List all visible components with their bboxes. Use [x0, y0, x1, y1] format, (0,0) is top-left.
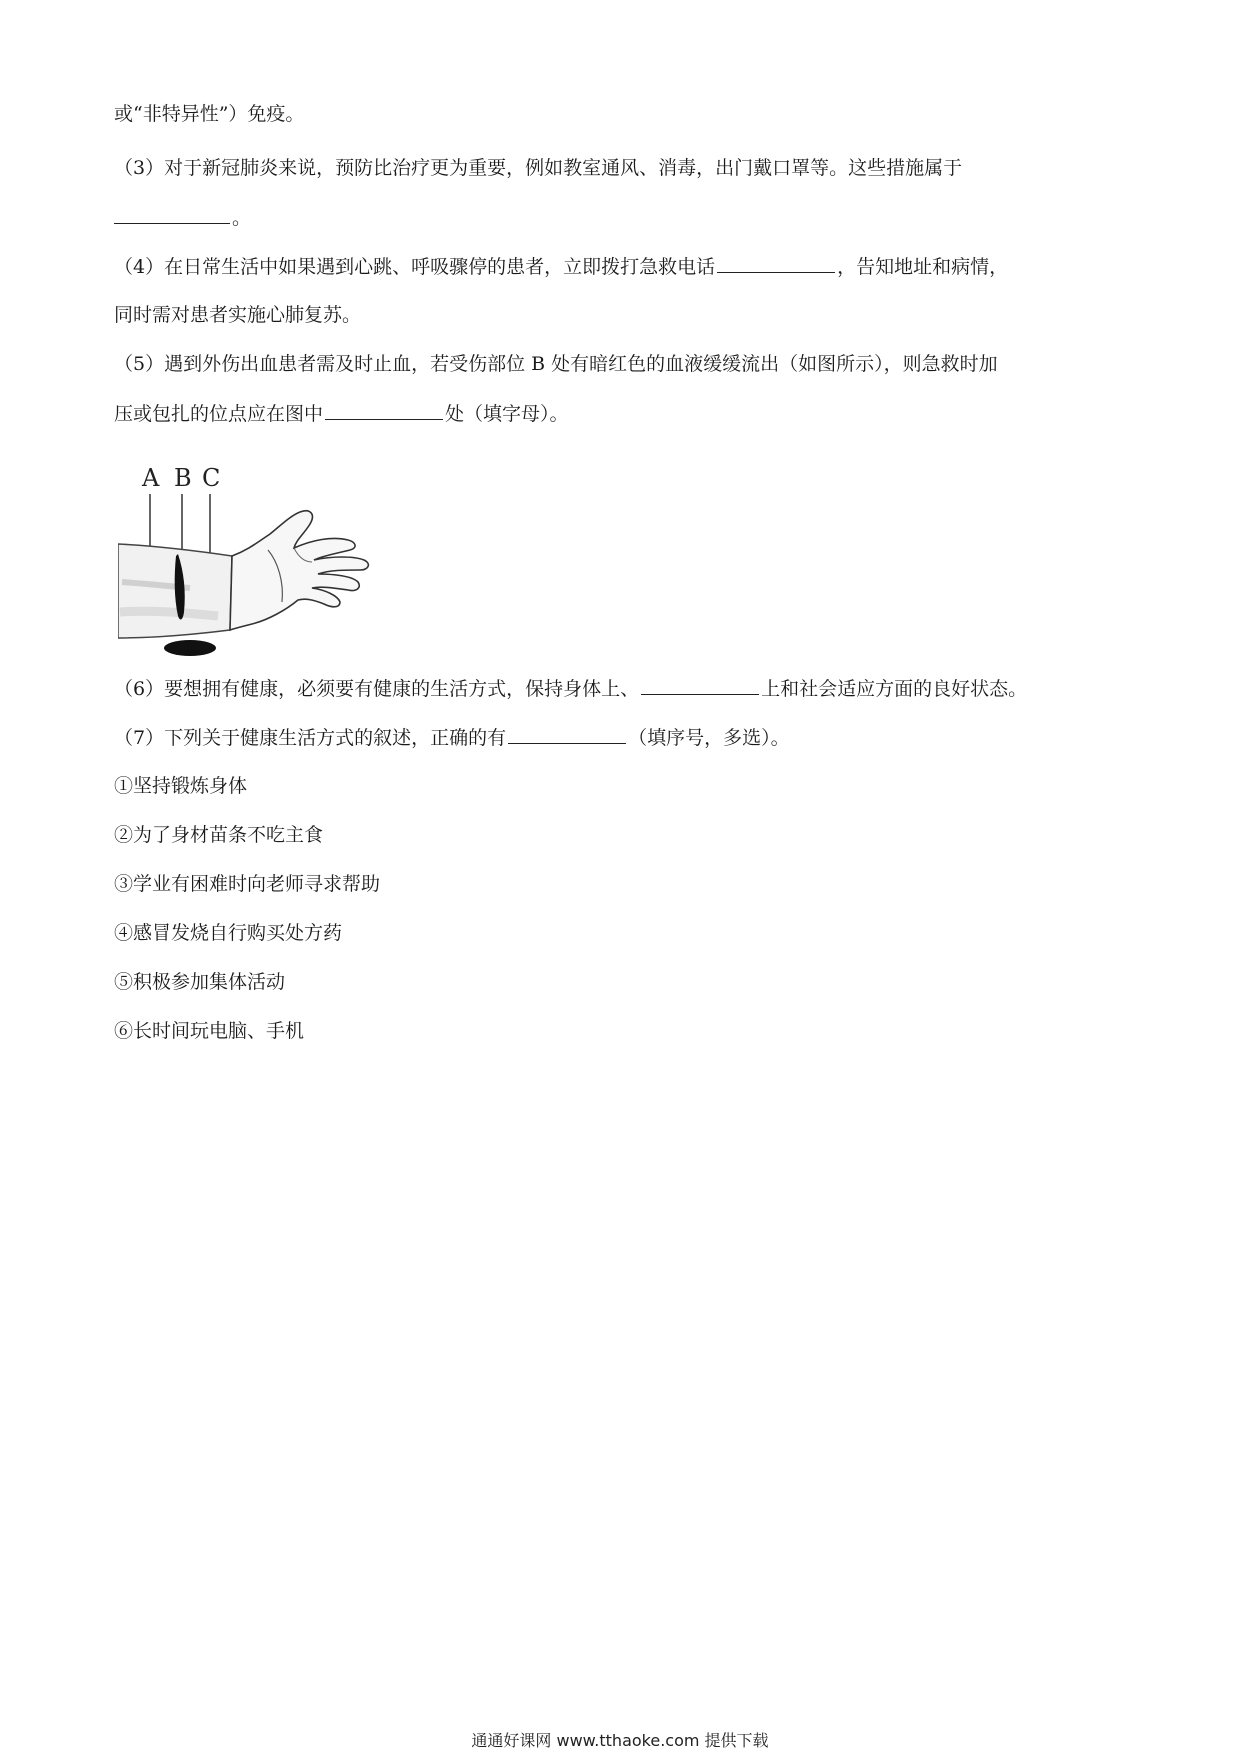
question-4-text-after: ，告知地址和病情， [837, 256, 1009, 278]
option-2-text: ②为了身材苗条不吃主食 [114, 824, 324, 846]
answer-blank-q6[interactable] [641, 674, 759, 695]
question-7-text: （7）下列关于健康生活方式的叙述，正确的有 [114, 727, 507, 749]
question-6-text-after: 上和社会适应方面的良好状态。 [761, 678, 1028, 700]
blood-pool [164, 640, 216, 656]
option-4-text: ④感冒发烧自行购买处方药 [114, 922, 343, 944]
question-7-line [114, 723, 790, 752]
figure-label-c: C [202, 464, 221, 492]
page-footer: 通通好课网 www.tthaoke.com 提供下载 [471, 1731, 769, 1750]
figure-label-b: B [174, 464, 192, 492]
figure-label-a: A [142, 464, 160, 492]
hand-shape [230, 511, 368, 630]
answer-blank-q7[interactable] [508, 723, 626, 744]
option-item [114, 968, 285, 996]
option-item [114, 919, 342, 947]
text-line-1 [114, 100, 304, 128]
option-1-text: ①坚持锻炼身体 [114, 775, 248, 797]
question-4-text: （4）在日常生活中如果遇到心跳、呼吸骤停的患者，立即拨打急救电话 [114, 256, 716, 278]
option-3-text: ③学业有困难时向老师寻求帮助 [114, 873, 381, 895]
option-5-text: ⑤积极参加集体活动 [114, 971, 286, 993]
question-6-line [114, 674, 1027, 703]
question-5-text: （5）遇到外伤出血患者需及时止血，若受伤部位 B 处有暗红色的血液缓缓流出（如图所示），则急救时加 [114, 353, 998, 375]
question-4-line-1 [114, 252, 1008, 281]
option-6-text: ⑥长时间玩电脑、手机 [114, 1020, 305, 1042]
question-6-text: （6）要想拥有健康，必须要有健康的生活方式，保持身体上、 [114, 678, 640, 700]
question-4-line-2 [114, 301, 361, 329]
question-4-continuation: 同时需对患者实施心肺复苏。 [114, 304, 362, 326]
wrist-bleeding-figure [118, 452, 408, 662]
option-item [114, 870, 380, 898]
question-5-line-2 [114, 399, 569, 428]
question-3-end: 。 [232, 207, 252, 229]
answer-blank-q4[interactable] [717, 252, 835, 273]
question-7-text-after: （填序号，多选）。 [628, 727, 790, 749]
answer-blank-q3[interactable] [114, 203, 230, 224]
question-3-text: （3）对于新冠肺炎来说，预防比治疗更为重要，例如教室通风、消毒，出门戴口罩等。这些措施属于 [114, 157, 963, 179]
question-3-line-1 [114, 154, 962, 182]
question-5-continuation: 压或包扎的位点应在图中 [114, 403, 324, 425]
option-item [114, 1017, 304, 1045]
question-5-line-1 [114, 350, 998, 378]
option-item [114, 821, 323, 849]
answer-blank-q5[interactable] [325, 399, 443, 420]
question-3-line-2 [114, 203, 251, 232]
question-5-text-after: 处（填字母）。 [445, 403, 569, 425]
continuation-text: 或“非特异性”）免疫。 [114, 103, 305, 125]
option-item [114, 772, 247, 800]
forearm-shading-lower [120, 611, 218, 616]
